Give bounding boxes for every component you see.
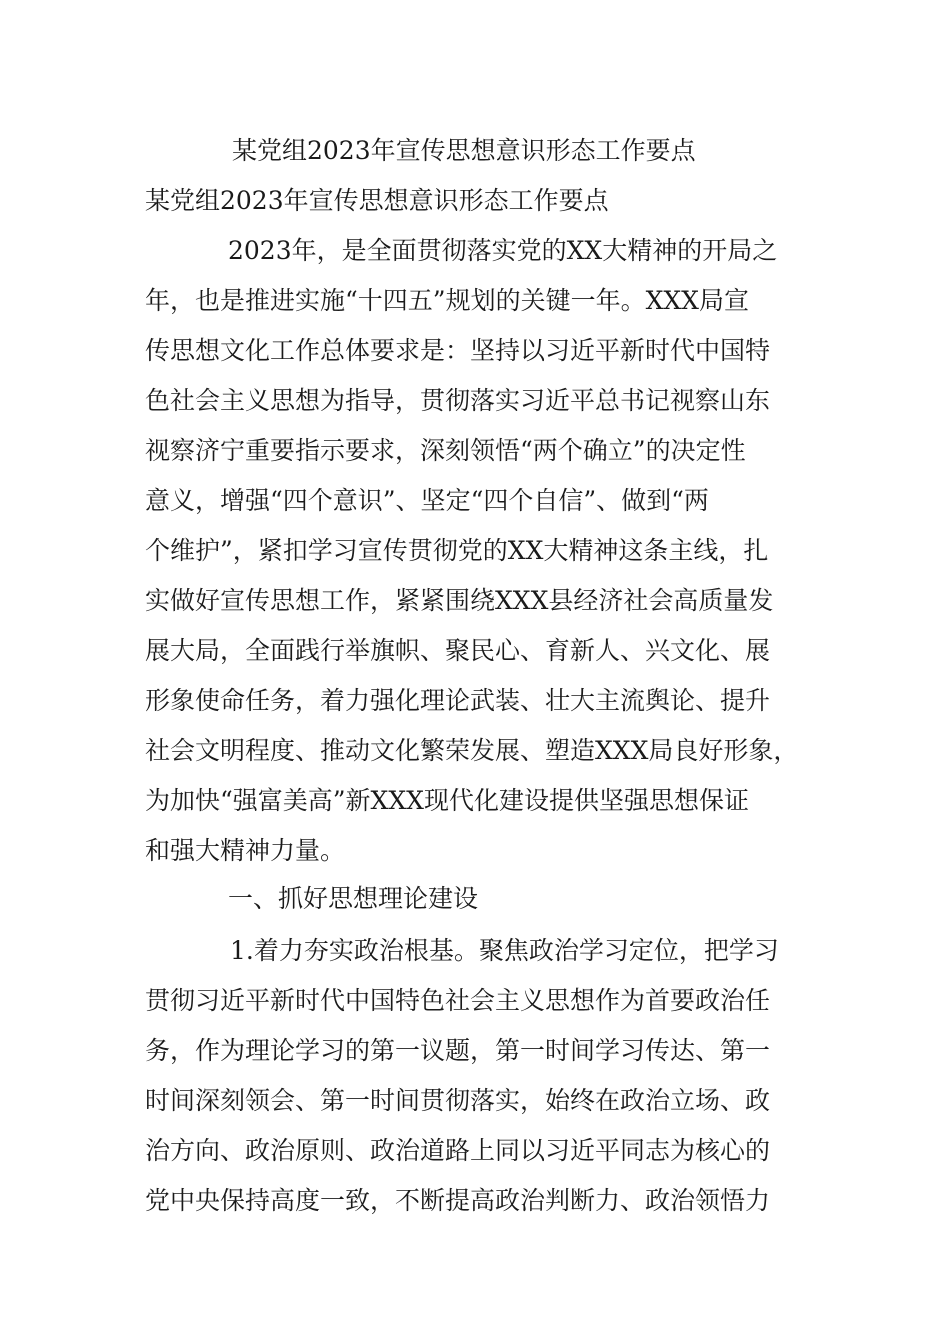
intro-paragraph-line: 2023年，是全面贯彻落实党的XX大精神的开局之 xyxy=(228,236,778,265)
document-title-repeat: 某党组2023年宣传思想意识形态工作要点 xyxy=(145,186,609,215)
intro-paragraph-line: 个维护”，紧扣学习宣传贯彻党的XX大精神这条主线，扎 xyxy=(145,536,769,565)
item-paragraph-line: 贯彻习近平新时代中国特色社会主义思想作为首要政治任 xyxy=(145,986,771,1015)
intro-paragraph-line: 社会文明程度、推动文化繁荣发展、塑造XXX局良好形象， xyxy=(145,736,799,765)
document-title: 某党组2023年宣传思想意识形态工作要点 xyxy=(232,136,696,165)
item-paragraph-line: 务，作为理论学习的第一议题，第一时间学习传达、第一 xyxy=(145,1036,771,1065)
intro-paragraph-line: 年，也是推进实施“十四五”规划的关键一年。XXX局宣 xyxy=(145,286,749,315)
intro-paragraph-line: 和强大精神力量。 xyxy=(145,836,346,865)
intro-paragraph-line: 视察济宁重要指示要求，深刻领悟“两个确立”的决定性 xyxy=(145,436,746,465)
intro-paragraph-line: 意义，增强“四个意识”、坚定“四个自信”、做到“两 xyxy=(145,486,709,515)
intro-paragraph-line: 实做好宣传思想工作，紧紧围绕XXX县经济社会高质量发 xyxy=(145,586,774,615)
intro-paragraph-line: 展大局，全面践行举旗帜、聚民心、育新人、兴文化、展 xyxy=(145,636,771,665)
section-heading: 一、抓好思想理论建设 xyxy=(228,884,479,913)
intro-paragraph-line: 形象使命任务，着力强化理论武装、壮大主流舆论、提升 xyxy=(145,686,771,715)
intro-paragraph-line: 色社会主义思想为指导，贯彻落实习近平总书记视察山东 xyxy=(145,386,771,415)
item-paragraph-line: 时间深刻领会、第一时间贯彻落实，始终在政治立场、政 xyxy=(145,1086,771,1115)
item-paragraph-line: 治方向、政治原则、政治道路上同以习近平同志为核心的 xyxy=(145,1136,771,1165)
intro-paragraph-line: 为加快“强富美高”新XXX现代化建设提供坚强思想保证 xyxy=(145,786,749,815)
item-paragraph-line: 党中央保持高度一致，不断提高政治判断力、政治领悟力 xyxy=(145,1186,771,1215)
item-paragraph-line: 1.着力夯实政治根基。聚焦政治学习定位，把学习 xyxy=(230,936,779,965)
intro-paragraph-line: 传思想文化工作总体要求是：坚持以习近平新时代中国特 xyxy=(145,336,771,365)
